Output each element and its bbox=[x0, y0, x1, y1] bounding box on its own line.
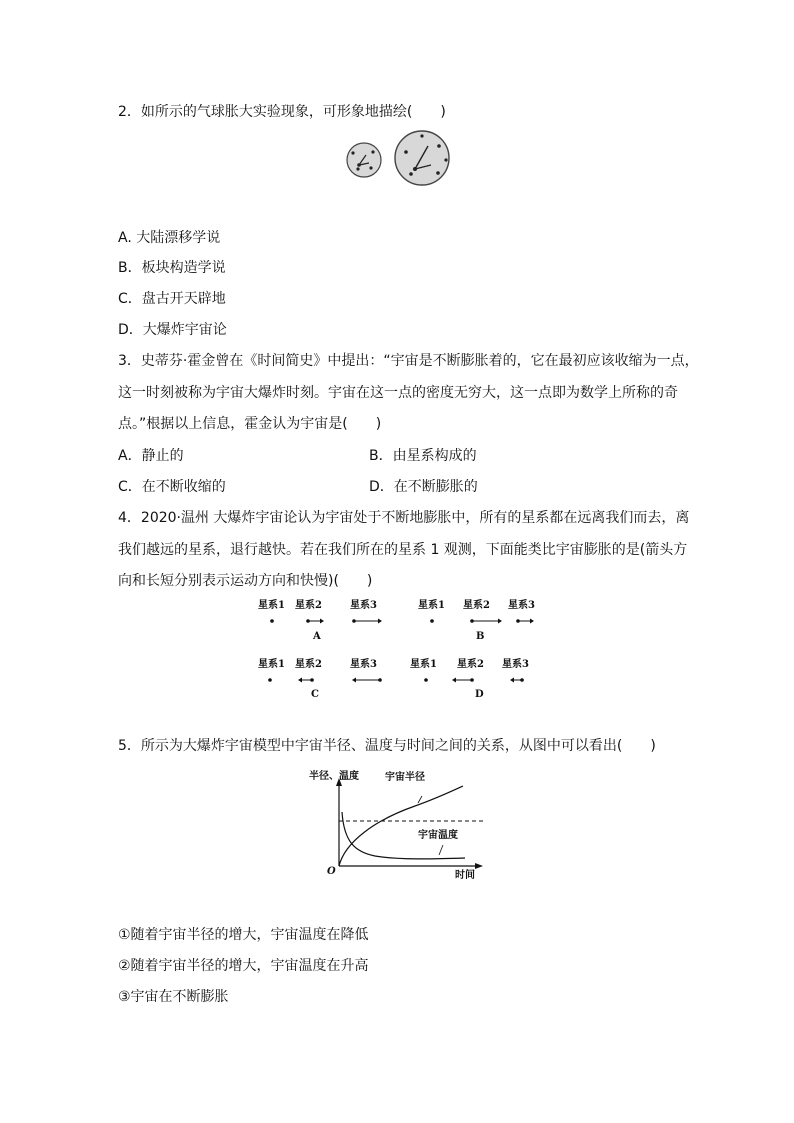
q2-option-d: D．大爆炸宇宙论 bbox=[118, 322, 227, 338]
balloon-figure bbox=[338, 128, 458, 190]
x-axis-label: 时间 bbox=[455, 870, 475, 881]
q4-line2: 我们越远的星系，退行越快。若在我们所在的星系 1 观测，下面能类比宇宙膨胀的是(箭头方 bbox=[118, 542, 688, 558]
galaxy-label: 星系3 bbox=[350, 659, 377, 670]
option-d-letter: D bbox=[475, 689, 484, 700]
option-b-arrows bbox=[422, 614, 552, 628]
q3-option-b: B．由星系构成的 bbox=[369, 448, 477, 464]
q3-line3: 点。”根据以上信息，霍金认为宇宙是( ) bbox=[118, 416, 382, 432]
q5-statement-3: ③宇宙在不断膨胀 bbox=[118, 989, 229, 1005]
galaxy-label: 星系1 bbox=[258, 659, 285, 670]
q2-option-c: C．盘古开天辟地 bbox=[118, 291, 226, 307]
galaxy-label: 星系1 bbox=[418, 600, 445, 611]
galaxy-label: 星系1 bbox=[258, 600, 285, 611]
q2-option-a: A. 大陆漂移学说 bbox=[118, 230, 221, 246]
galaxy-label: 星系3 bbox=[502, 659, 529, 670]
q3-line1: 3．史蒂芬·霍金曾在《时间简史》中提出：“宇宙是不断膨胀着的，它在最初应该收缩为一点， bbox=[118, 353, 699, 369]
y-axis-label: 半径、温度 bbox=[309, 771, 359, 782]
option-b-letter: B bbox=[476, 631, 485, 642]
large-balloon bbox=[395, 131, 449, 185]
q5-statement-2: ②随着宇宙半径的增大，宇宙温度在升高 bbox=[118, 958, 369, 974]
galaxy-label: 星系2 bbox=[457, 659, 484, 670]
q4-line1: 4．2020·温州 大爆炸宇宙论认为宇宙处于不断地膨胀中，所有的星系都在远离我们而去，离 bbox=[118, 510, 690, 526]
galaxy-label: 星系3 bbox=[508, 600, 535, 611]
q2-option-b: B．板块构造学说 bbox=[118, 260, 226, 276]
option-c-letter: C bbox=[311, 689, 319, 700]
small-balloon bbox=[347, 143, 381, 177]
radius-curve-label: 宇宙半径 bbox=[385, 772, 425, 783]
galaxy-label: 星系1 bbox=[410, 659, 437, 670]
q2-stem: 2．如所示的气球胀大实验现象，可形象地描绘( ) bbox=[118, 104, 446, 120]
q3-line2: 这一时刻被称为宇宙大爆炸时刻。宇宙在这一点的密度无穷大，这一点即为数学上所称的奇 bbox=[118, 385, 678, 401]
radius-leader-line bbox=[418, 796, 422, 803]
q3-option-d: D．在不断膨胀的 bbox=[369, 479, 478, 495]
origin-label: O bbox=[327, 866, 336, 877]
temperature-curve-label: 宇宙温度 bbox=[418, 830, 458, 841]
option-c-arrows bbox=[262, 673, 392, 687]
q4-line3: 向和长短分别表示运动方向和快慢)( ) bbox=[118, 573, 373, 589]
q5-statement-1: ①随着宇宙半径的增大，宇宙温度在降低 bbox=[118, 927, 369, 943]
galaxy-label: 星系2 bbox=[295, 600, 322, 611]
option-a-letter: A bbox=[313, 631, 321, 642]
galaxy-label: 星系3 bbox=[350, 600, 377, 611]
axes bbox=[336, 778, 483, 869]
galaxy-label: 星系2 bbox=[463, 600, 490, 611]
option-a-arrows bbox=[262, 614, 392, 628]
temperature-leader-line bbox=[439, 845, 443, 855]
q5-stem: 5．所示为大爆炸宇宙模型中宇宙半径、温度与时间之间的关系，从图中可以看出( ) bbox=[118, 738, 656, 754]
q3-option-a: A．静止的 bbox=[118, 448, 184, 464]
q3-option-c: C．在不断收缩的 bbox=[118, 479, 226, 495]
galaxy-label: 星系2 bbox=[295, 659, 322, 670]
